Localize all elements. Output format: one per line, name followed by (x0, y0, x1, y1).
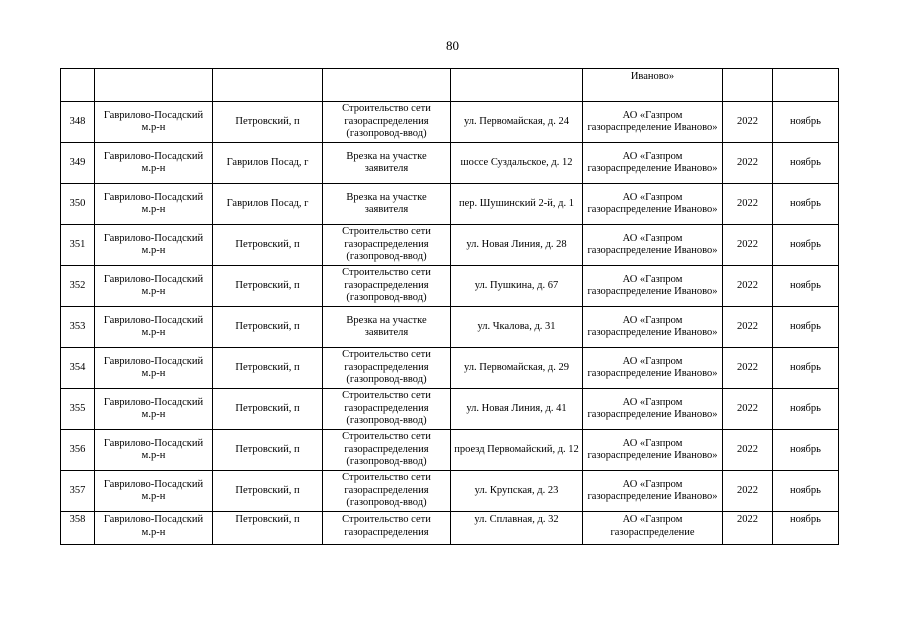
cell-work-type: Строительство сети газораспределения (газопровод-ввод) (323, 102, 451, 143)
cell-month (773, 69, 839, 102)
cell-district: Гаврилово-Посадский м.р-н (95, 307, 213, 348)
cell-work-type (323, 69, 451, 102)
cell-organization: АО «Газпром газораспределение Иваново» (583, 225, 723, 266)
cell-work-type: Строительство сети газораспределения (газопровод-ввод) (323, 471, 451, 512)
cell-address (451, 69, 583, 102)
cell-work-type: Строительство сети газораспределения (газопровод-ввод) (323, 430, 451, 471)
cell-organization: АО «Газпром газораспределение Иваново» (583, 184, 723, 225)
cell-year: 2022 (723, 225, 773, 266)
cell-month: ноябрь (773, 266, 839, 307)
cell-month: ноябрь (773, 389, 839, 430)
cell-month: ноябрь (773, 307, 839, 348)
cell-town: Гаврилов Посад, г (213, 184, 323, 225)
table-row (61, 307, 839, 348)
cell-year (723, 69, 773, 102)
cell-work-type: Врезка на участке заявителя (323, 184, 451, 225)
cell-year: 2022 (723, 430, 773, 471)
cell-number: 350 (61, 184, 95, 225)
table-row (61, 143, 839, 184)
cell-organization: АО «Газпром газораспределение Иваново» (583, 389, 723, 430)
cell-town: Гаврилов Посад, г (213, 143, 323, 184)
cell-year: 2022 (723, 512, 773, 545)
table-row (61, 266, 839, 307)
cell-district: Гаврилово-Посадский м.р-н (95, 430, 213, 471)
cell-organization: АО «Газпром газораспределение Иваново» (583, 430, 723, 471)
cell-district: Гаврилово-Посадский м.р-н (95, 143, 213, 184)
cell-address: ул. Новая Линия, д. 41 (451, 389, 583, 430)
cell-district: Гаврилово-Посадский м.р-н (95, 348, 213, 389)
table-row-last (61, 512, 839, 545)
table-row (61, 430, 839, 471)
cell-work-type: Врезка на участке заявителя (323, 143, 451, 184)
cell-number: 354 (61, 348, 95, 389)
cell-organization: АО «Газпром газораспределение Иваново» (583, 143, 723, 184)
cell-month: ноябрь (773, 471, 839, 512)
cell-address: ул. Крупская, д. 23 (451, 471, 583, 512)
table-row (61, 102, 839, 143)
cell-number: 348 (61, 102, 95, 143)
cell-address: проезд Первомайский, д. 12 (451, 430, 583, 471)
cell-address: ул. Пушкина, д. 67 (451, 266, 583, 307)
table-body (61, 69, 839, 545)
cell-number: 357 (61, 471, 95, 512)
cell-month: ноябрь (773, 430, 839, 471)
cell-town (213, 69, 323, 102)
cell-work-type: Строительство сети газораспределения (газопровод-ввод) (323, 266, 451, 307)
cell-number: 351 (61, 225, 95, 266)
cell-year: 2022 (723, 389, 773, 430)
cell-town: Петровский, п (213, 389, 323, 430)
cell-organization: АО «Газпром газораспределение Иваново» (583, 266, 723, 307)
cell-month: ноябрь (773, 184, 839, 225)
cell-month: ноябрь (773, 225, 839, 266)
cell-district: Гаврилово-Посадский м.р-н (95, 266, 213, 307)
cell-organization: АО «Газпром газораспределение Иваново» (583, 102, 723, 143)
cell-number: 355 (61, 389, 95, 430)
cell-district: Гаврилово-Посадский м.р-н (95, 512, 213, 545)
cell-district: Гаврилово-Посадский м.р-н (95, 184, 213, 225)
cell-number: 353 (61, 307, 95, 348)
cell-month: ноябрь (773, 348, 839, 389)
cell-year: 2022 (723, 266, 773, 307)
cell-work-type: Строительство сети газораспределения (323, 512, 451, 545)
page-number: 80 (446, 38, 459, 53)
cell-month: ноябрь (773, 512, 839, 545)
cell-number: 358 (61, 512, 95, 545)
cell-district: Гаврилово-Посадский м.р-н (95, 102, 213, 143)
cell-organization: Иваново» (583, 69, 723, 102)
cell-district: Гаврилово-Посадский м.р-н (95, 471, 213, 512)
cell-year: 2022 (723, 471, 773, 512)
cell-year: 2022 (723, 102, 773, 143)
cell-organization: АО «Газпром газораспределение Иваново» (583, 471, 723, 512)
cell-month: ноябрь (773, 102, 839, 143)
cell-year: 2022 (723, 143, 773, 184)
cell-district: Гаврилово-Посадский м.р-н (95, 389, 213, 430)
table-row (61, 389, 839, 430)
cell-address: ул. Первомайская, д. 29 (451, 348, 583, 389)
cell-work-type: Строительство сети газораспределения (газопровод-ввод) (323, 225, 451, 266)
cell-town: Петровский, п (213, 225, 323, 266)
cell-organization: АО «Газпром газораспределение (583, 512, 723, 545)
cell-year: 2022 (723, 184, 773, 225)
gas-connection-table (60, 68, 839, 545)
table-row-continuation (61, 69, 839, 102)
cell-town: Петровский, п (213, 266, 323, 307)
cell-number: 352 (61, 266, 95, 307)
cell-month: ноябрь (773, 143, 839, 184)
table-row (61, 471, 839, 512)
cell-town: Петровский, п (213, 430, 323, 471)
cell-address: ул. Первомайская, д. 24 (451, 102, 583, 143)
table-row (61, 184, 839, 225)
cell-district (95, 69, 213, 102)
cell-number: 349 (61, 143, 95, 184)
cell-organization: АО «Газпром газораспределение Иваново» (583, 307, 723, 348)
table-row (61, 225, 839, 266)
cell-work-type: Строительство сети газораспределения (газопровод-ввод) (323, 389, 451, 430)
cell-work-type: Врезка на участке заявителя (323, 307, 451, 348)
cell-work-type: Строительство сети газораспределения (газопровод-ввод) (323, 348, 451, 389)
cell-address: ул. Чкалова, д. 31 (451, 307, 583, 348)
cell-address: ул. Сплавная, д. 32 (451, 512, 583, 545)
cell-town: Петровский, п (213, 102, 323, 143)
cell-year: 2022 (723, 307, 773, 348)
cell-address: пер. Шушинский 2-й, д. 1 (451, 184, 583, 225)
cell-address: ул. Новая Линия, д. 28 (451, 225, 583, 266)
cell-town: Петровский, п (213, 307, 323, 348)
cell-number (61, 69, 95, 102)
cell-town: Петровский, п (213, 512, 323, 545)
cell-organization: АО «Газпром газораспределение Иваново» (583, 348, 723, 389)
cell-year: 2022 (723, 348, 773, 389)
cell-district: Гаврилово-Посадский м.р-н (95, 225, 213, 266)
cell-town: Петровский, п (213, 348, 323, 389)
table-row (61, 348, 839, 389)
cell-address: шоссе Суздальское, д. 12 (451, 143, 583, 184)
cell-town: Петровский, п (213, 471, 323, 512)
cell-number: 356 (61, 430, 95, 471)
